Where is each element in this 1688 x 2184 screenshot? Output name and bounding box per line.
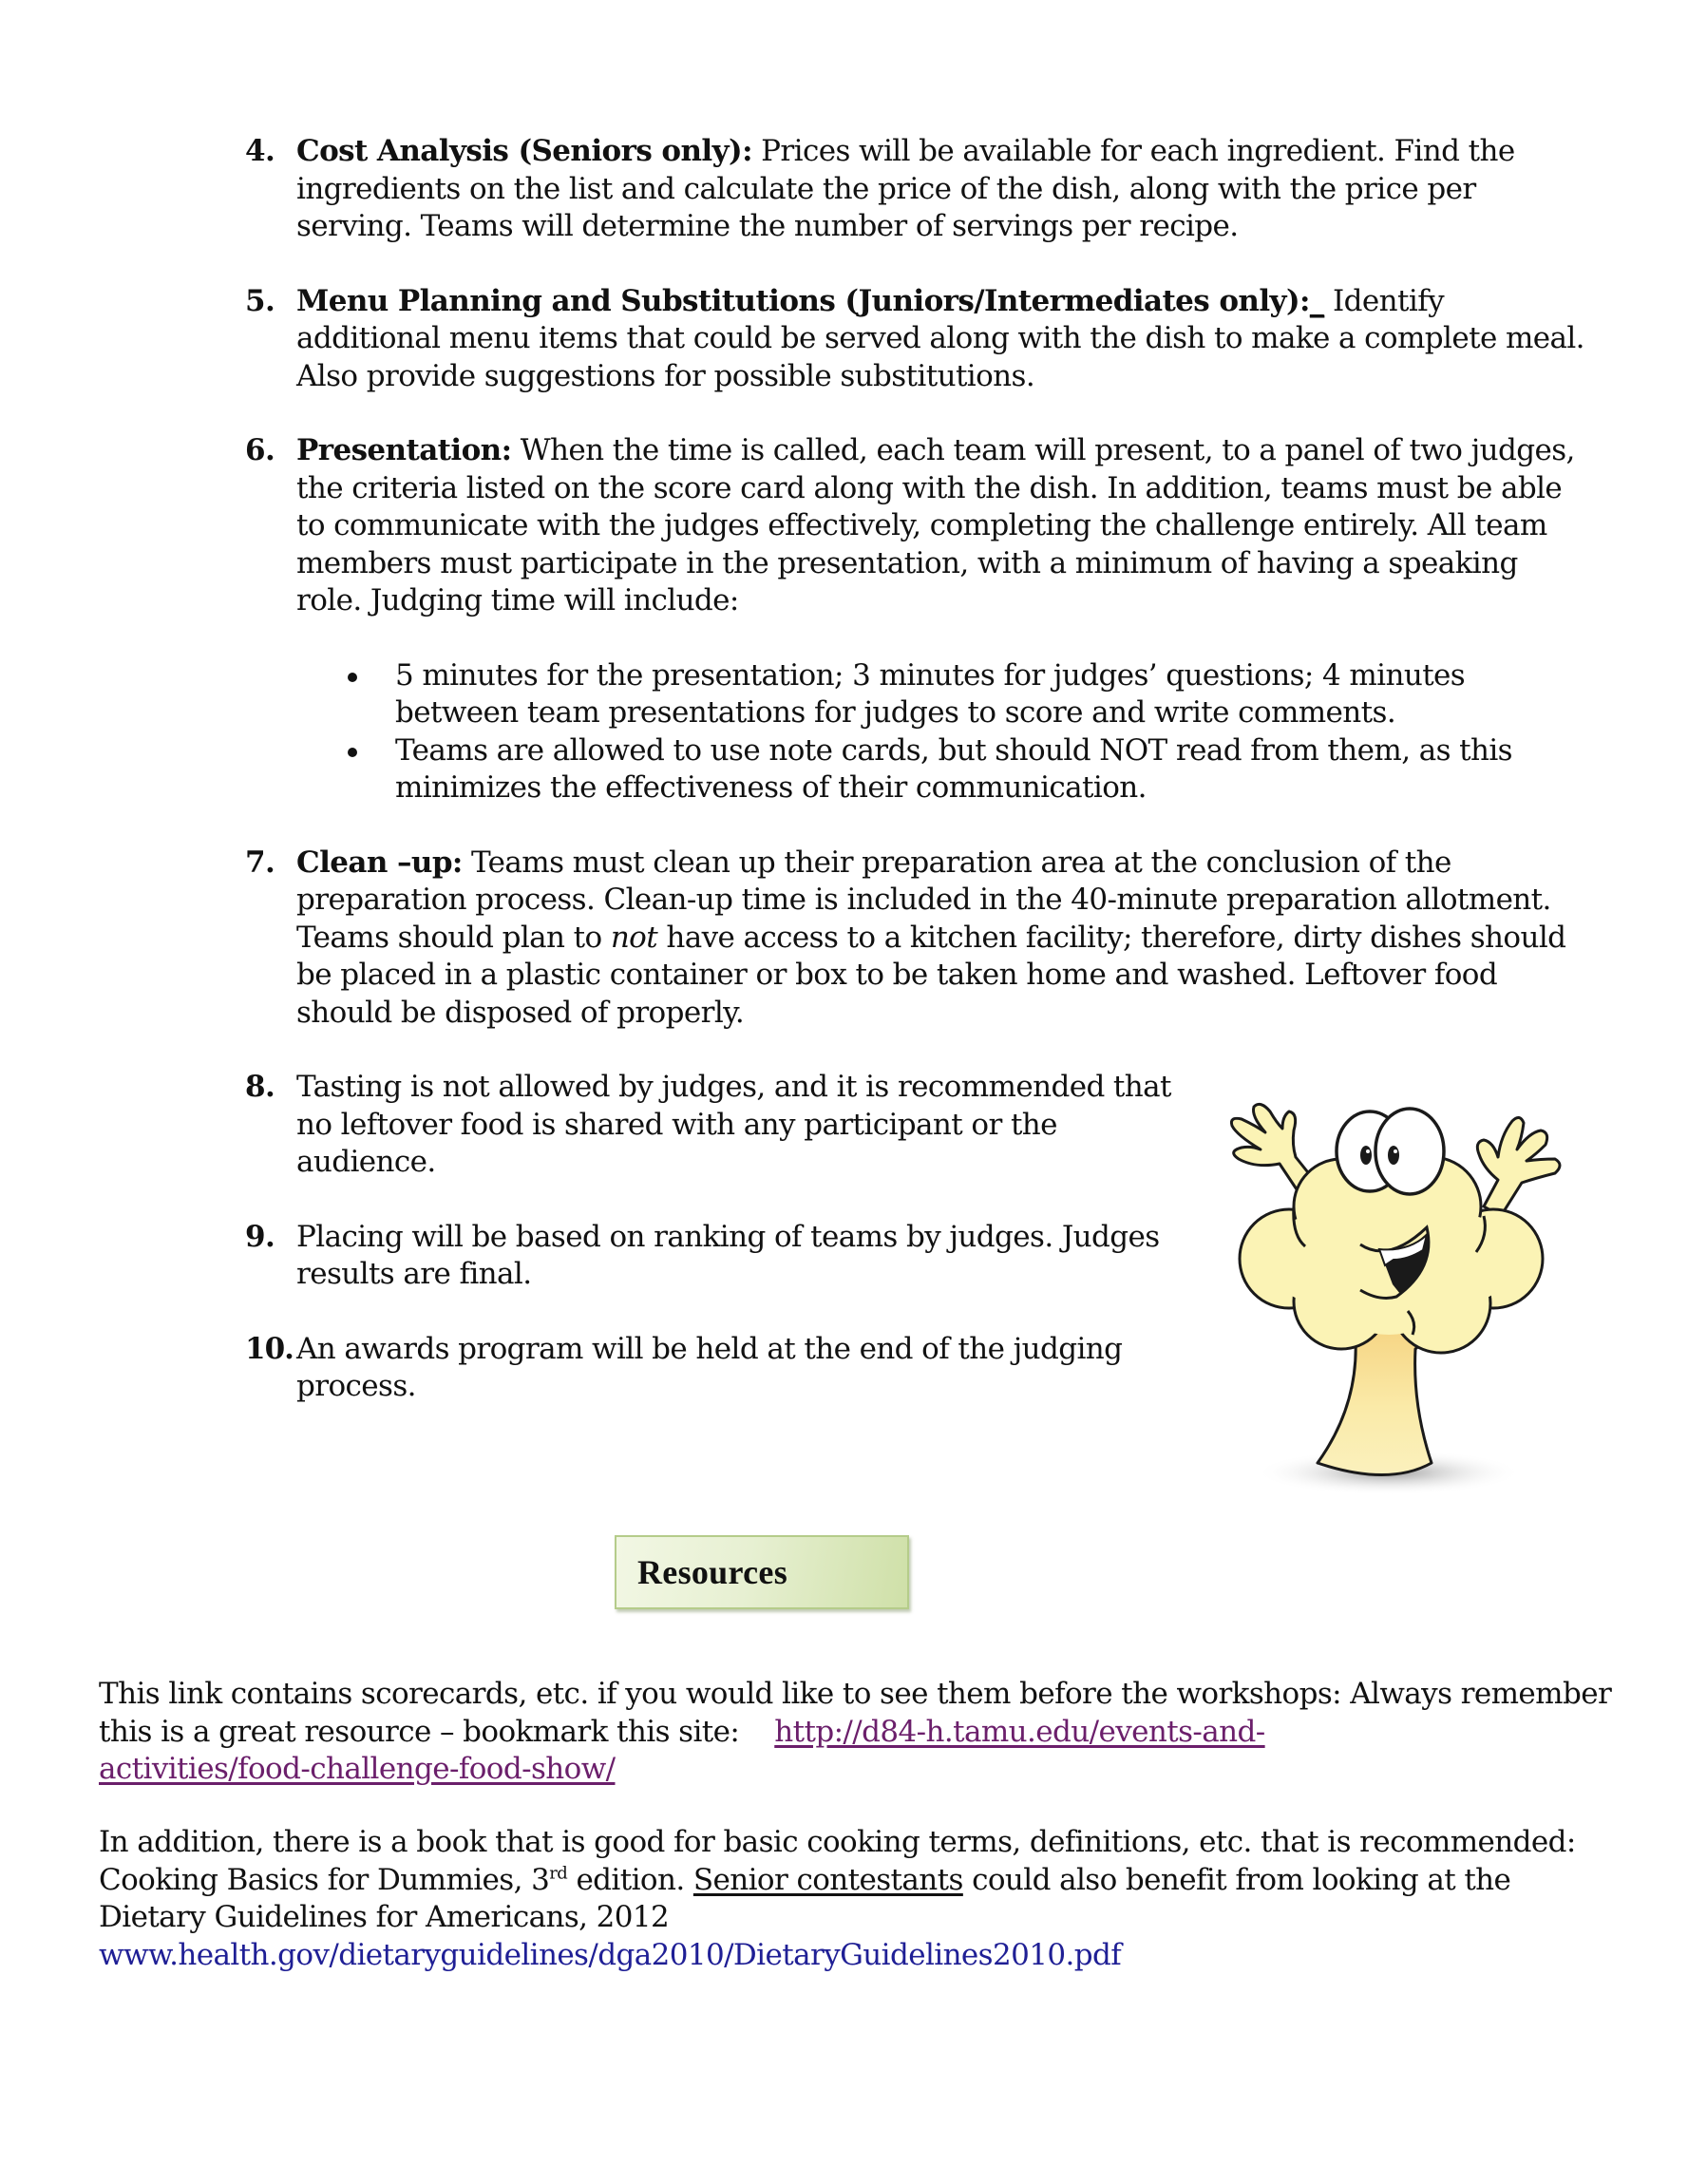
item-body: Placing will be based on ranking of teams by judges. Judges results are final. (296, 1219, 1160, 1291)
item-title-underscore: _ (1309, 283, 1324, 318)
paragraph-text: This link contains scorecards, etc. if you would like to see them before the workshops: Always remember this is a great resource – bookmark this site: (99, 1677, 1612, 1749)
item-number: 7. (245, 845, 275, 880)
item-number: 6. (245, 433, 275, 467)
item-body: Prices will be available for each ingredient. Find the ingredients on the list and calculate the price of the dish, along with the price per serving. Teams will determine the number of servings per recipe. (296, 134, 1515, 243)
resources-heading-box (615, 1535, 909, 1609)
item-number: 4. (245, 134, 275, 168)
item-body-italic: not (610, 920, 658, 955)
item-body: An awards program will be held at the end of the judging process. (296, 1331, 1123, 1403)
item-number: 5. (245, 283, 275, 318)
item-body: Identify additional menu items that could be served along with the dish to make a complete meal. Also provide suggestions for possible substitutions. (296, 283, 1584, 393)
list-item-presentation (245, 432, 1584, 807)
bullet-text: Teams are allowed to use note cards, but should NOT read from them, as this minimizes the effectiveness of their communication. (395, 732, 1512, 805)
list-item-cost-analysis (245, 133, 1584, 246)
item-title: Clean –up: (296, 845, 463, 880)
paragraph-text: edition. (567, 1862, 693, 1897)
dietary-guidelines-link[interactable]: www.health.gov/dietaryguidelines/dga2010/DietaryGuidelines2010.pdf (99, 1937, 1122, 1972)
item-number: 10. (245, 1331, 294, 1366)
senior-contestants-underlined: Senior contestants (692, 1862, 963, 1897)
item-title: Cost Analysis (Seniors only): (296, 134, 752, 168)
list-item-clean-up (245, 845, 1584, 1033)
bullet-item (296, 657, 1584, 732)
item-body: Teams must clean up their preparation area at the conclusion of the preparation process. Clean-up time is included in the 40-minute preparation allotment. Teams should plan to (296, 845, 1551, 955)
bullet-text: 5 minutes for the presentation; 3 minutes for judges’ questions; 4 minutes between team presentations for judges to score and write comments. (395, 657, 1466, 730)
judging-time-bullets (296, 657, 1584, 807)
broccoli-mascot-icon (1199, 1064, 1579, 1510)
link-text-line2: activities/food-challenge-food-show/ (99, 1752, 616, 1786)
list-item-menu-planning (245, 283, 1584, 396)
resources-paragraph-book (99, 1824, 1619, 1974)
bullet-item (296, 732, 1584, 807)
item-body: Tasting is not allowed by judges, and it is recommended that no leftover food is shared with any participant or the audience. (296, 1070, 1171, 1179)
paragraph-text: could also benefit from looking at the Dietary Guidelines for Americans, 2012 (99, 1862, 1511, 1934)
bullet-dot-icon (348, 673, 357, 682)
item-title: Presentation: (296, 433, 512, 467)
item-number: 9. (245, 1219, 275, 1254)
item-title: Menu Planning and Substitutions (Juniors/Intermediates only): (296, 283, 1310, 318)
resources-paragraph-scorecards (99, 1676, 1619, 1789)
link-text-line1: http://d84-h.tamu.edu/events-and- (774, 1714, 1265, 1749)
paragraph-text: In addition, there is a book that is good for basic cooking terms, definitions, etc. that is recommended: Cooking Basics for Dummies, 3 (99, 1825, 1576, 1897)
resources-heading: Resources (637, 1553, 788, 1591)
superscript-rd: rd (549, 1863, 568, 1884)
bullet-dot-icon (348, 748, 357, 757)
item-number: 8. (245, 1070, 275, 1104)
item-body: have access to a kitchen facility; therefore, dirty dishes should be placed in a plastic container or box to be taken home and washed. Leftover food should be disposed of properly. (296, 920, 1566, 1030)
item-body: When the time is called, each team will present, to a panel of two judges, the criteria listed on the score card along with the dish. In addition, teams must be able to communicate with the judges effectively, completing the challenge entirely. All team members must participate in the presentation, with a minimum of having a speaking role. Judging time will include: (296, 433, 1575, 617)
